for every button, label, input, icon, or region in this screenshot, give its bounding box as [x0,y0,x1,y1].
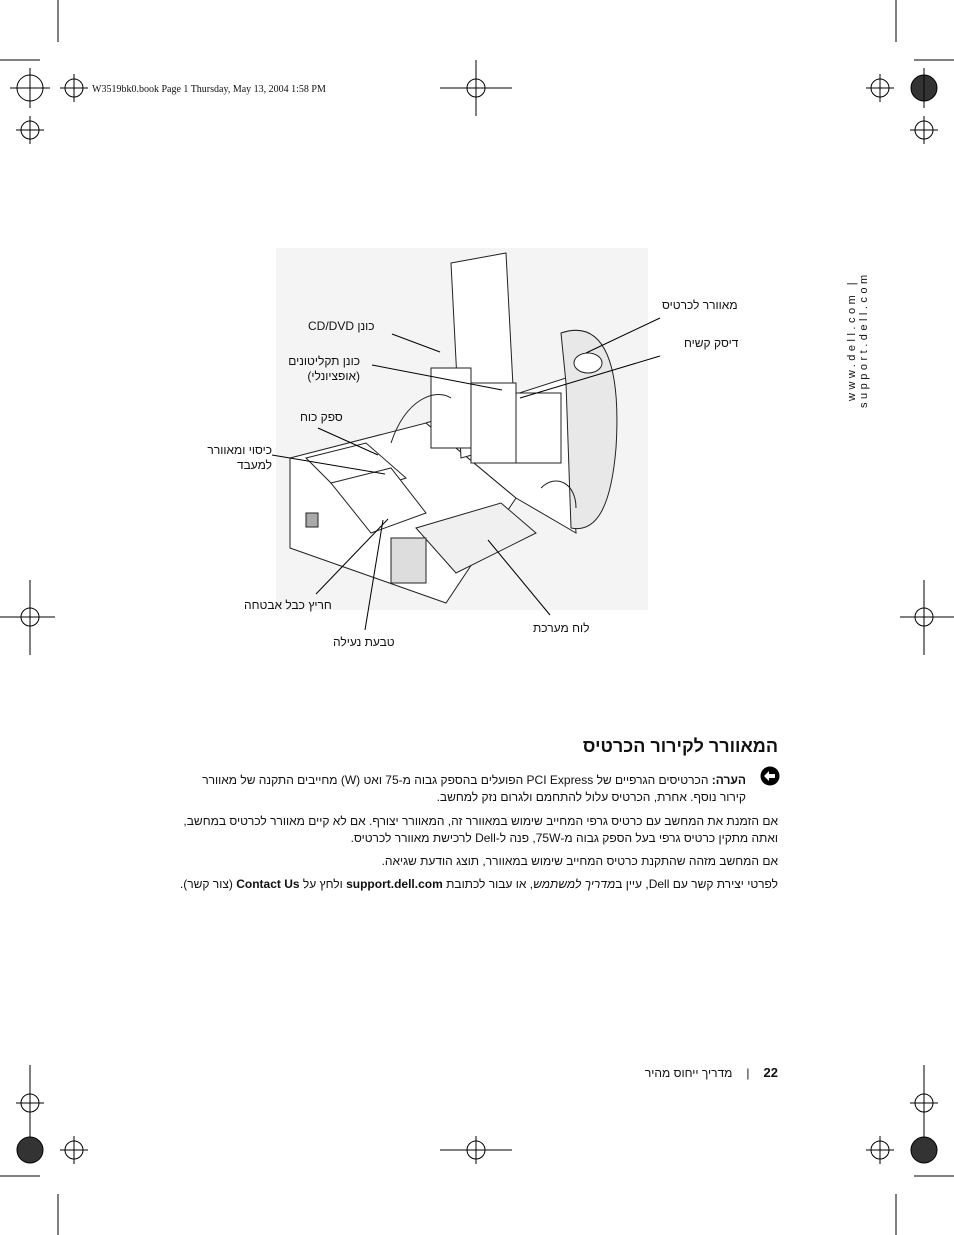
support-url-link[interactable]: support.dell.com [346,877,443,891]
page-number: 22 [763,1065,778,1080]
contact-text-start: לפרטי יצירת קשר עם Dell, עיין ב [615,877,778,891]
callout-power-supply: ספק כוח [300,410,343,424]
print-header: W3519bk0.book Page 1 Thursday, May 13, 2004 1:58 PM [92,84,326,95]
paragraph-error-message: אם המחשב מזהה שהתקנת כרטיס המחייב שימוש במאוורר, תוצג הודעת שגיאה. [381,854,778,868]
note-label: הערה: [711,773,746,787]
callout-cd-dvd-drive: כונן CD/DVD [308,319,375,333]
section-title: המאוורר לקירור הכרטיס [582,736,778,756]
callout-padlock-ring: טבעת נעילה [333,635,395,649]
note-text: הכרטיסים הגרפיים של PCI Express הפועלים בהספק גבוה מ-75 ואט (W) מחייבים התקנה של מאוורר קירור נוסף. אחרת, הכרטיס עלול להתחמם ולגרום נזק למחשב. [202,773,746,804]
contact-text-mid: , או עבור לכתובת [442,877,534,891]
contact-text-end: (צור קשר). [179,877,237,891]
footer-separator: | [746,1066,750,1080]
sidebar-url: www.dell.com | support.dell.com [846,271,870,409]
callout-security-slot: חריץ כבל אבטחה [244,598,332,612]
callout-floppy-drive-line1: כונן תקליטונים [288,354,360,368]
callout-card-fan: מאוורר לכרטיס [662,298,738,312]
callout-cover-fan-line1: כיסוי ומאוורר [207,443,272,457]
computer-interior-illustration [276,248,648,610]
callout-floppy-drive-line2: (אופציונלי) [307,369,360,383]
notice-arrow-icon [760,766,780,786]
paragraph-contact [178,876,778,893]
callout-hard-drive: דיסק קשיח [684,336,739,350]
contact-text-mid2: ולחץ על [299,877,347,891]
footer-title: מדריך ייחוס מהיר [644,1066,733,1080]
callout-floppy-drive [280,354,360,384]
contact-us-link[interactable]: Contact Us [236,877,300,891]
note-block [186,772,746,806]
callout-cover-fan [200,443,272,473]
callout-cover-fan-line2: למעבד [236,458,272,472]
callout-system-board: לוח מערכת [533,621,590,635]
paragraph-fan-install: אם הזמנת את המחשב עם כרטיס גרפי המחייב שימוש במאוורר זה, המאוורר יצורף. אם לא קיים מאוורר לכרטיס במחשב, ואתה מתקין כרטיס גרפי בעל הספק גבוה מ-75W, פנה ל-Dell לרכישת מאוורר לכרטיס. [183,814,778,845]
users-guide-title: מדריך למשתמש [533,877,616,891]
page-footer [645,1065,778,1080]
